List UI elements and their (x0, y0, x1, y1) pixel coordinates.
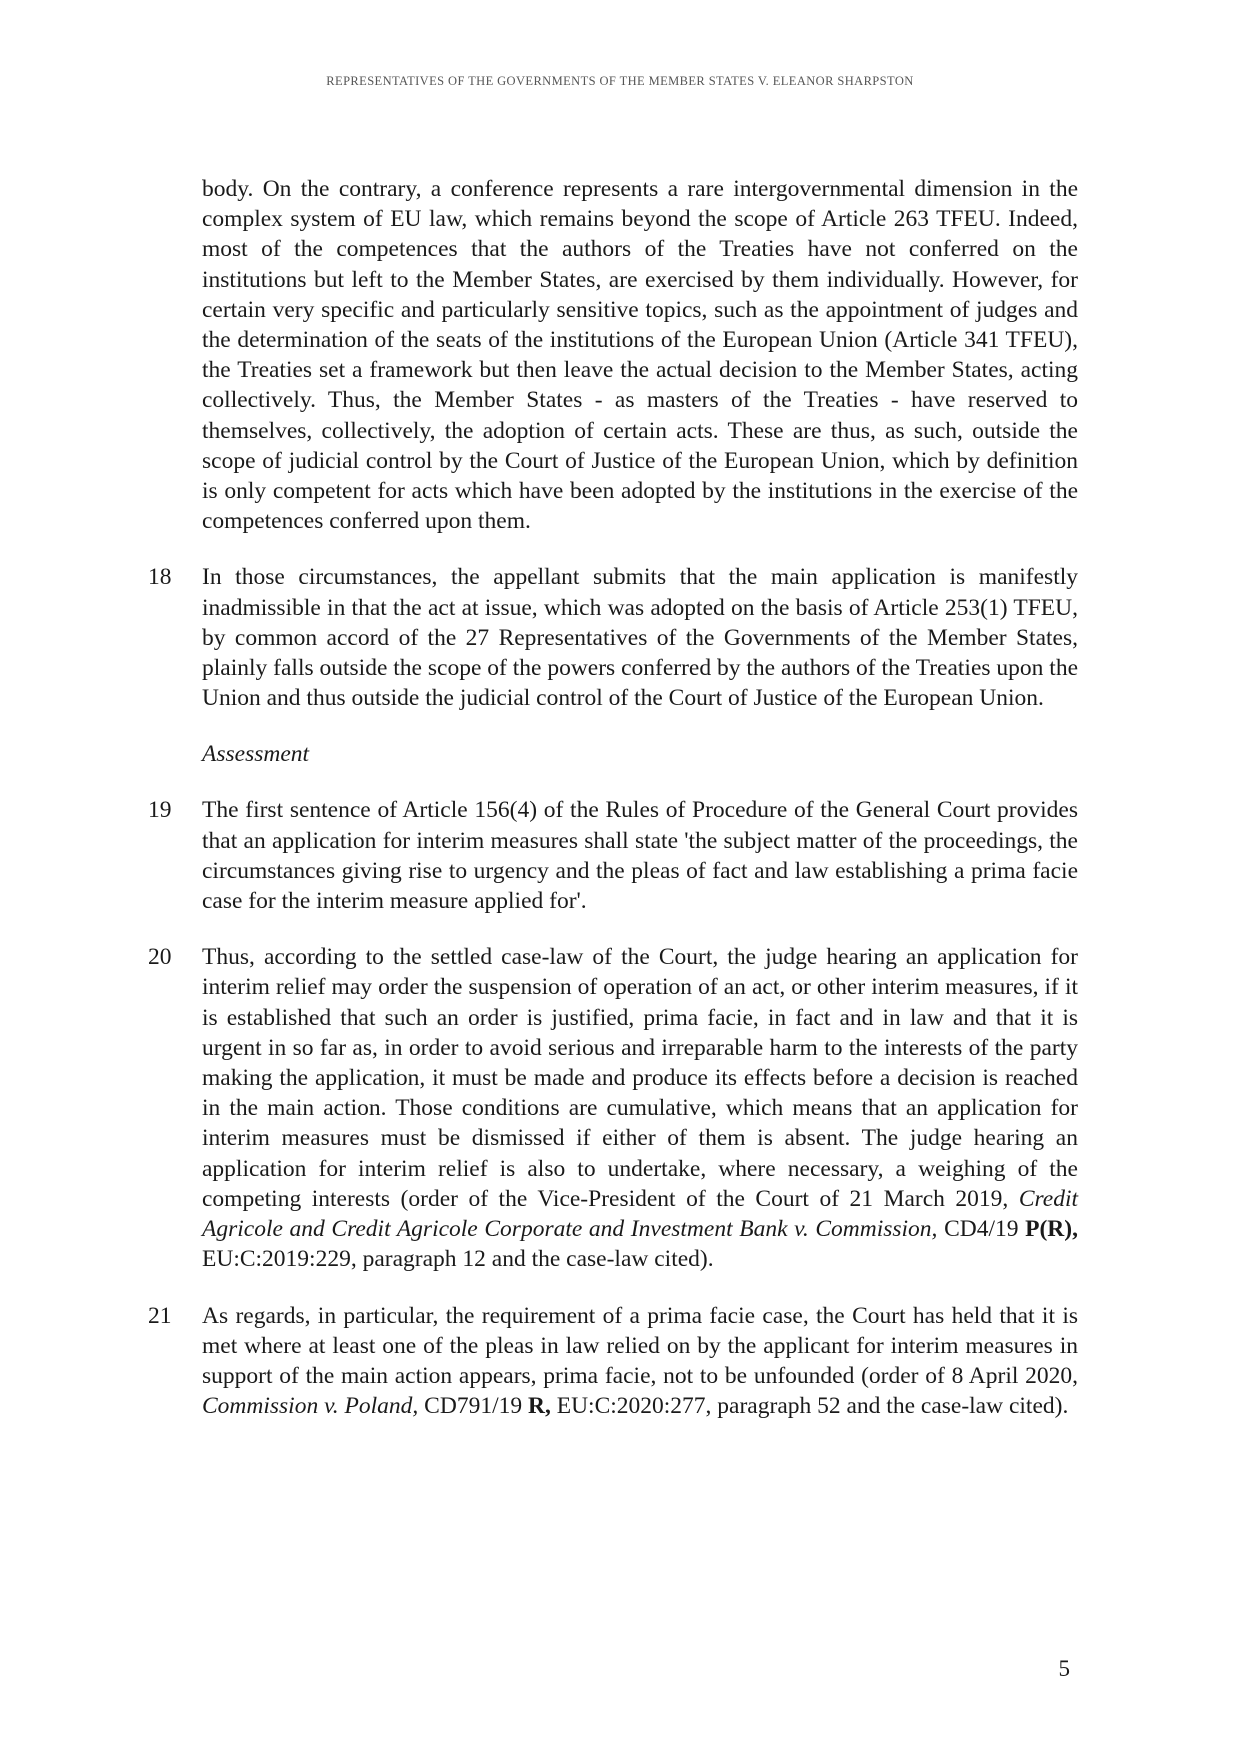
case-name: Commission v. Poland, (202, 1393, 419, 1420)
paragraph-18 (148, 562, 1078, 713)
paragraph-21 (148, 1301, 1078, 1422)
paragraph-number: 20 (148, 944, 172, 971)
paragraph-number: 19 (148, 797, 172, 824)
case-name: Credit Agricole and Credit Agricole Corporate and Investment Bank v. Commission, (202, 1185, 1078, 1243)
paragraph-19 (148, 795, 1078, 916)
paragraph-text: In those circumstances, the appellant submits that the main application is manifestly inadmissible in that the act at issue, which was adopted on the basis of Article 253(1) TFEU, by common accord of the 27 Representatives of the Governments of the Member States, plainly falls outside the scope of the powers conferred by the authors of the Treaties upon the Union and thus outside the judicial control of the Court of Justice of the European Union. (202, 564, 1078, 712)
document-body (148, 174, 1078, 1447)
page-number: 5 (1058, 1656, 1070, 1681)
paragraph-text-end: EU:C:2020:277, paragraph 52 and the case-law cited). (550, 1393, 1069, 1420)
paragraph-text-main: As regards, in particular, the requirement of a prima facie case, the Court has held that it is met where at least one of the pleas in law relied on by the applicant for interim measures in support of the main action appears, prima facie, not to be unfounded (order of 8 April 2020, (202, 1302, 1078, 1389)
case-reference: CD4/19 (937, 1216, 1026, 1243)
paragraph-number: 18 (148, 564, 172, 591)
section-heading-assessment: Assessment (202, 741, 310, 768)
paragraph-number: 21 (148, 1302, 172, 1329)
paragraph-text (202, 1301, 1078, 1422)
case-reference: CD791/19 (418, 1393, 528, 1420)
paragraph-text-main: Thus, according to the settled case-law of the Court, the judge hearing an application for interim relief may order the suspension of operation of an act, or other interim measures, if it is established that such an order is justified, prima facie, in fact and in law and that it is urgent in so far as, in order to avoid serious and irreparable harm to the interests of the party making the application, it must be made and produce its effects before a decision is reached in the main action. Those conditions are cumulative, which means that an application for interim measures must be dismissed if either of them is absent. The judge hearing an application for interim relief is also to undertake, where necessary, a weighing of the competing interests (order of the Vice-President of the Court of 21 March 2019, (202, 944, 1078, 1212)
paragraph-text-end: EU:C:2019:229, paragraph 12 and the case-law cited). (202, 1246, 714, 1273)
case-reference-suffix: P(R), (1025, 1216, 1078, 1243)
paragraph-text (202, 942, 1078, 1274)
running-header: REPRESENTATIVES OF THE GOVERNMENTS OF THE MEMBER STATES V. ELEANOR SHARPSTON (326, 74, 914, 88)
paragraph-text: body. On the contrary, a conference represents a rare intergovernmental dimension in the complex system of EU law, which remains beyond the scope of Article 263 TFEU. Indeed, most of the competences that the authors of the Treaties have not conferred on the institutions but left to the Member States, are exercised by them individually. However, for certain very specific and particularly sensitive topics, such as the appointment of judges and the determination of the seats of the institutions of the European Union (Article 341 TFEU), the Treaties set a framework but then leave the actual decision to the Member States, acting collectively. Thus, the Member States - as masters of the Treaties - have reserved to themselves, collectively, the adoption of certain acts. These are thus, as such, outside the scope of judicial control by the Court of Justice of the European Union, which by definition is only competent for acts which have been adopted by the institutions in the exercise of the competences conferred upon them. (202, 176, 1078, 535)
paragraph-17-continued (148, 174, 1078, 536)
paragraph-20 (148, 942, 1078, 1274)
case-reference-suffix: R, (527, 1393, 551, 1420)
paragraph-text: The first sentence of Article 156(4) of the Rules of Procedure of the General Court provides that an application for interim measures shall state 'the subject matter of the proceedings, the circumstances giving rise to urgency and the pleas of fact and law establishing a prima facie case for the interim measure applied for'. (202, 797, 1078, 915)
